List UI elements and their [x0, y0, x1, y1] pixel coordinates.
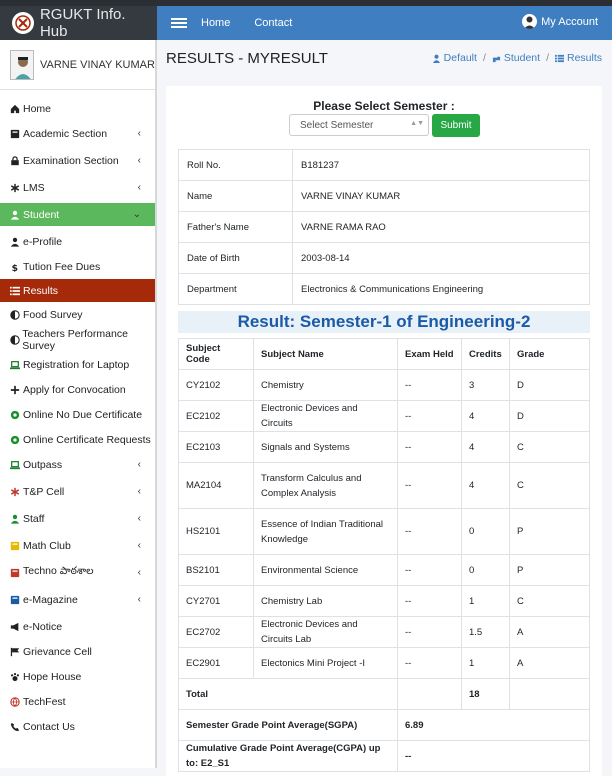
sidebar-item-label: Student	[23, 208, 60, 221]
account-label: My Account	[541, 15, 598, 28]
table-cell: Electonics Mini Project -I	[254, 648, 398, 679]
sidebar-item-label: Registration for Laptop	[23, 358, 130, 371]
sidebar-item-hope-house[interactable]	[0, 665, 155, 688]
sidebar-item-label: Food Survey	[23, 308, 83, 321]
sidebar-item-online-certificate-requests[interactable]	[0, 428, 155, 451]
sidebar-item-label: Examination Section	[23, 154, 119, 167]
sidebar-item-label: e-Profile	[23, 235, 63, 248]
table-cell: HS2101	[179, 509, 254, 555]
user-icon	[9, 209, 21, 220]
megaphone-icon	[9, 621, 21, 632]
sidebar-item-label: Results	[23, 284, 59, 297]
total-label: Total	[179, 679, 398, 710]
sidebar-item-contact-us[interactable]	[0, 715, 155, 738]
breadcrumb-separator: /	[546, 52, 549, 64]
info-row	[179, 212, 590, 243]
table-row	[179, 648, 590, 679]
total-row	[179, 679, 590, 710]
sidebar-item-label: e-Magazine	[23, 593, 78, 606]
sidebar-item-label: Home	[23, 102, 52, 115]
table-cell: Electronic Devices and Circuits	[254, 401, 398, 432]
sidebar-item-examination-section[interactable]	[0, 149, 155, 172]
user-icon	[9, 236, 21, 247]
results-table	[178, 338, 590, 772]
table-cell: --	[398, 509, 462, 555]
table-cell: Transform Calculus and Complex Analysis	[254, 463, 398, 509]
table-cell: MA2104	[179, 463, 254, 509]
sidebar-item-label: Academic Section	[23, 127, 108, 140]
laptop-icon	[9, 359, 21, 370]
table-cell: 3	[462, 370, 510, 401]
book-icon	[9, 594, 21, 605]
sidebar-item-registration-for-laptop[interactable]	[0, 353, 155, 376]
book-icon	[9, 128, 21, 139]
sidebar-item-math-club[interactable]	[0, 534, 155, 557]
sidebar-item-staff[interactable]	[0, 507, 155, 530]
table-cell: 1	[462, 586, 510, 617]
table-row	[179, 432, 590, 463]
sidebar-item-e-magazine[interactable]	[0, 588, 155, 611]
user-avatar	[10, 50, 34, 80]
chevron-icon: ‹	[137, 594, 141, 605]
info-key: Father's Name	[179, 212, 293, 243]
sidebar-item-student[interactable]	[0, 203, 155, 226]
table-cell: P	[510, 555, 590, 586]
home-icon	[9, 103, 21, 114]
table-cell: --	[398, 432, 462, 463]
student-info-table	[178, 149, 590, 305]
my-account-menu[interactable]	[522, 14, 598, 29]
sidebar-item-techfest[interactable]	[0, 690, 155, 713]
asterisk-icon	[9, 486, 21, 497]
table-cell: D	[510, 401, 590, 432]
laptop-icon	[9, 459, 21, 470]
sidebar-item-academic-section[interactable]	[0, 122, 155, 145]
breadcrumb-results[interactable]: Results	[566, 52, 602, 64]
sidebar-item-label: Hope House	[23, 670, 82, 683]
cgpa-label: Cumulative Grade Point Average(CGPA) up to: E2_S1	[179, 741, 398, 772]
table-cell: 1.5	[462, 617, 510, 648]
sidebar-item-e-profile[interactable]	[0, 230, 155, 253]
table-cell: Chemistry	[254, 370, 398, 401]
sidebar-item-label: LMS	[23, 181, 45, 194]
table-cell: D	[510, 370, 590, 401]
table-cell: C	[510, 586, 590, 617]
nav-contact-link[interactable]: Contact	[254, 17, 293, 29]
table-cell: A	[510, 648, 590, 679]
info-value: B181237	[293, 150, 590, 181]
sidebar-item-teachers-performance-survey[interactable]	[0, 328, 155, 351]
cgpa-row	[179, 741, 590, 772]
table-cell: --	[398, 370, 462, 401]
half-circle-icon	[9, 309, 21, 320]
table-cell: 0	[462, 509, 510, 555]
sidebar-item-label: Contact Us	[23, 720, 75, 733]
sidebar-item-label: Techno పాఠశాల	[23, 565, 94, 577]
table-cell: EC2102	[179, 401, 254, 432]
user-icon	[432, 54, 441, 63]
sidebar-item-home[interactable]	[0, 97, 155, 120]
table-row	[179, 555, 590, 586]
sgpa-label: Semester Grade Point Average(SGPA)	[179, 710, 398, 741]
table-cell: 0	[462, 555, 510, 586]
table-cell: Signals and Systems	[254, 432, 398, 463]
table-cell: EC2103	[179, 432, 254, 463]
table-cell: C	[510, 463, 590, 509]
sidebar-item-tution-fee-dues[interactable]	[0, 255, 155, 278]
table-cell: Essence of Indian Traditional Knowledge	[254, 509, 398, 555]
info-value: 2003-08-14	[293, 243, 590, 274]
semester-select-value: Select Semester	[300, 120, 374, 131]
brand-name: RGUKT Info. Hub	[39, 6, 126, 40]
plus-icon	[9, 384, 21, 395]
table-cell: 4	[462, 401, 510, 432]
page-title: RESULTS - MYRESULT	[166, 50, 328, 67]
info-value: VARNE RAMA RAO	[293, 212, 590, 243]
table-cell: --	[398, 648, 462, 679]
sidebar-item-label: Grievance Cell	[23, 645, 92, 658]
info-row	[179, 181, 590, 212]
chevron-icon: ‹	[137, 182, 141, 193]
info-value: Electronics & Communications Engineering	[293, 274, 590, 305]
col-header: Subject Code	[179, 339, 254, 370]
gear-icon	[9, 434, 21, 445]
cgpa-value: --	[398, 741, 590, 772]
sidebar-item-e-notice[interactable]	[0, 615, 155, 638]
col-header: Exam Held	[398, 339, 462, 370]
info-row	[179, 274, 590, 305]
breadcrumb-default[interactable]: Default	[443, 52, 477, 64]
info-key: Date of Birth	[179, 243, 293, 274]
sidebar-item-label: Tution Fee Dues	[23, 260, 101, 273]
sidebar-item-t-p-cell[interactable]	[0, 480, 155, 503]
info-key: Roll No.	[179, 150, 293, 181]
semester-select[interactable]	[289, 114, 429, 136]
table-cell	[510, 679, 590, 710]
col-header: Credits	[462, 339, 510, 370]
table-cell: 4	[462, 463, 510, 509]
table-cell: EC2702	[179, 617, 254, 648]
table-cell: CY2102	[179, 370, 254, 401]
paw-icon	[9, 671, 21, 682]
sgpa-row	[179, 710, 590, 741]
table-cell: Chemistry Lab	[254, 586, 398, 617]
chevron-icon: ‹	[137, 513, 141, 524]
sidebar-item-label: Math Club	[23, 539, 71, 552]
sidebar-item-food-survey[interactable]	[0, 303, 155, 326]
sidebar	[0, 40, 157, 768]
table-cell: BS2101	[179, 555, 254, 586]
select-arrows-icon: ▲▼	[410, 120, 424, 127]
chevron-icon: ‹	[137, 486, 141, 497]
list-icon	[555, 54, 564, 63]
sidebar-item-apply-for-convocation[interactable]	[0, 378, 155, 401]
info-row	[179, 243, 590, 274]
phone-icon	[9, 721, 21, 732]
user-name: VARNE VINAY KUMAR	[40, 58, 155, 71]
results-header-row	[179, 339, 590, 370]
lock-icon	[9, 155, 21, 166]
gear-icon	[9, 409, 21, 420]
table-cell: EC2901	[179, 648, 254, 679]
account-avatar-icon	[522, 14, 537, 29]
hand-point-icon	[492, 54, 501, 63]
table-cell: P	[510, 509, 590, 555]
sidebar-item-lms[interactable]	[0, 176, 155, 199]
top-navbar	[157, 6, 612, 40]
user-panel[interactable]	[0, 40, 155, 90]
info-value: VARNE VINAY KUMAR	[293, 181, 590, 212]
table-cell: --	[398, 586, 462, 617]
dollar-icon	[9, 261, 21, 272]
sidebar-item-label: TechFest	[23, 695, 66, 708]
chevron-icon: ‹	[137, 155, 141, 166]
sgpa-value: 6.89	[398, 710, 590, 741]
breadcrumb	[432, 52, 602, 64]
chevron-icon: ‹	[137, 567, 141, 578]
chevron-icon: ⌄	[132, 209, 141, 220]
book-icon	[9, 567, 21, 578]
breadcrumb-separator: /	[482, 52, 486, 64]
list-icon	[9, 285, 21, 296]
table-cell: --	[398, 617, 462, 648]
table-cell: 1	[462, 648, 510, 679]
table-cell: --	[398, 463, 462, 509]
table-cell: CY2701	[179, 586, 254, 617]
main-content	[157, 40, 612, 768]
table-cell: --	[398, 401, 462, 432]
info-key: Department	[179, 274, 293, 305]
chevron-icon: ‹	[137, 128, 141, 139]
sidebar-item-label: T&P Cell	[23, 485, 65, 498]
table-row	[179, 401, 590, 432]
sidebar-item-techno[interactable]	[0, 561, 155, 584]
hamburger-menu-icon[interactable]	[171, 16, 187, 30]
table-row	[179, 509, 590, 555]
table-row	[179, 370, 590, 401]
book-icon	[9, 540, 21, 551]
brand-logo-icon	[12, 12, 34, 34]
sidebar-item-results[interactable]	[0, 279, 155, 302]
chevron-icon: ‹	[137, 459, 141, 470]
col-header: Subject Name	[254, 339, 398, 370]
table-row	[179, 586, 590, 617]
table-cell: A	[510, 617, 590, 648]
table-cell: C	[510, 432, 590, 463]
sidebar-item-label: Online No Due Certificate	[23, 408, 143, 421]
user-icon	[9, 513, 21, 524]
table-row	[179, 617, 590, 648]
semester-select-label: Please Select Semester :	[313, 99, 455, 113]
sidebar-item-label: Apply for Convocation	[23, 383, 126, 396]
breadcrumb-student[interactable]: Student	[503, 52, 541, 64]
sidebar-item-grievance-cell[interactable]	[0, 640, 155, 663]
asterisk-icon	[9, 182, 21, 193]
info-row	[179, 150, 590, 181]
chevron-icon: ‹	[137, 540, 141, 551]
info-key: Name	[179, 181, 293, 212]
sidebar-item-online-no-due-certificate[interactable]	[0, 403, 155, 426]
svg-text:$: $	[11, 262, 19, 272]
table-row	[179, 463, 590, 509]
half-circle-icon	[9, 334, 20, 345]
sidebar-item-label: Staff	[23, 512, 45, 525]
total-credits: 18	[462, 679, 510, 710]
sidebar-item-label: Online Certificate Requests	[23, 433, 151, 446]
table-cell: 4	[462, 432, 510, 463]
col-header: Grade	[510, 339, 590, 370]
submit-button[interactable]: Submit	[432, 114, 480, 137]
globe-icon	[9, 696, 21, 707]
sidebar-item-label: Outpass	[23, 458, 63, 471]
sidebar-item-label: e-Notice	[23, 620, 63, 633]
results-card	[166, 86, 602, 776]
result-title: Result: Semester-1 of Engineering-2	[178, 311, 590, 333]
nav-home-link[interactable]: Home	[201, 17, 231, 29]
table-cell: --	[398, 555, 462, 586]
sidebar-item-label: Teachers Performance Survey	[22, 327, 128, 352]
flag-icon	[9, 646, 21, 657]
table-cell	[398, 679, 462, 710]
table-cell: Electronic Devices and Circuits Lab	[254, 617, 398, 648]
table-cell: Environmental Science	[254, 555, 398, 586]
sidebar-item-outpass[interactable]	[0, 453, 155, 476]
brand[interactable]	[0, 6, 157, 40]
